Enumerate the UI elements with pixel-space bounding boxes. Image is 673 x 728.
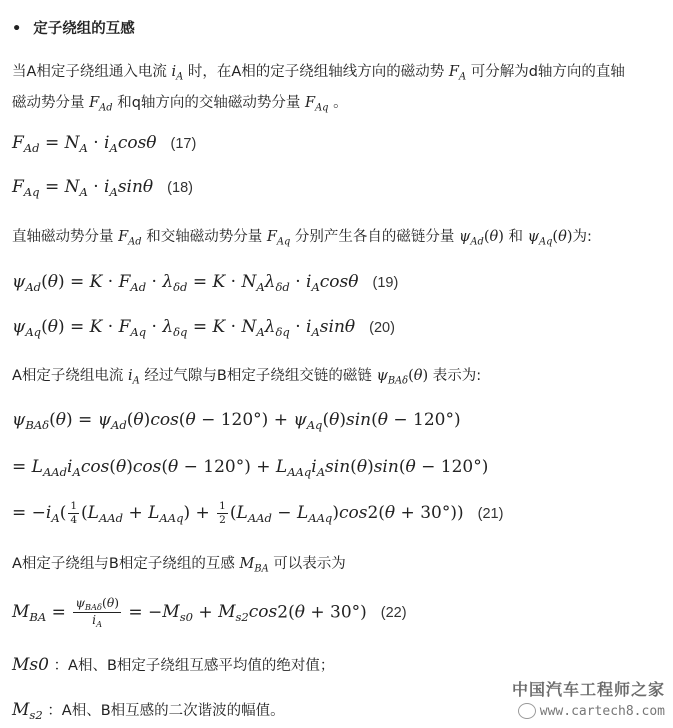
wechat-icon [518, 703, 536, 719]
paragraph-2: 直轴磁动势分量 $F_{Ad}$ 和交轴磁动势分量 $F_{Aq}$ 分别产生各自的磁链分量 $\psi_{Ad}(\theta)$ 和 $\psi_{Aq}(\theta)$为: [12, 229, 592, 248]
watermark-text: 中国汽车工程师之家 [511, 680, 665, 699]
equation-20: $\psi_{Aq}(\theta) = K \cdot F_{Aq} \cdot \lambda_{\delta q} = K \cdot N_A\lambda_{\delta q} \cdot i_A\sin\theta$ (20) [12, 317, 395, 340]
equation-number: (20) [369, 320, 395, 336]
definition-ms2: $M_{s2}$ ：A相、B相互感的二次谐波的幅值。 [12, 700, 285, 723]
paragraph-1: 当A相定子绕组通入电流 $i_A$ 时，在A相的定子绕组轴线方向的磁动势 $F_A$ 可分解为d轴方向的直轴 磁动势分量 $F_{Ad}$ 和q轴方向的交轴磁动势分量 $F_{Aq}$ 。 [12, 64, 625, 114]
equation-number: (17) [170, 136, 197, 152]
equation-19: $\psi_{Ad}(\theta) = K \cdot F_{Ad} \cdot \lambda_{\delta d} = K \cdot N_A\lambda_{\delta d} \cdot i_A\cos\theta$ (19) [12, 272, 399, 295]
equation-number: (21) [477, 506, 504, 523]
watermark [512, 677, 665, 719]
equation-21-line-3: = $-i_A$( $\frac{1}{4}$ $(L_{AAd} + L_{AAq})$ + $\frac{1}{2}$ $(L_{AAd} - L_{AAq})\cos 2(\theta + 30^\circ)$) (21) [12, 500, 504, 526]
heading-text: 定子绕组的互感 [33, 21, 135, 37]
bullet: • [12, 21, 22, 37]
equation-21-line-1: $\psi_{BA\delta}(\theta) = \psi_{Ad}(\theta)\cos(\theta - 120^\circ) + \psi_{Aq}(\theta)\sin(\theta - 120^\circ)$ [12, 410, 461, 433]
equation-18: $F_{Aq} = N_A \cdot i_A\sin\theta$ (18) [12, 177, 193, 200]
paragraph-3: A相定子绕组电流 $i_A$ 经过气隙与B相定子绕组交链的磁链 $\psi_{BA\delta}(\theta)$ 表示为: [12, 368, 482, 387]
equation-21-line-2: = $L_{AAd}i_A\cos(\theta)\cos(\theta - 120^\circ) + L_{AAq}i_A\sin(\theta)\sin(\theta - 120^\circ)$ [12, 457, 489, 480]
definition-ms0: Ms0 ：A相、B相定子绕组互感平均值的绝对值； [12, 655, 335, 675]
equation-number: (22) [380, 605, 407, 622]
equation-number: (18) [167, 180, 193, 196]
paragraph-4: A相定子绕组与B相定子绕组的互感 $M_{BA}$ 可以表示为 [12, 556, 346, 575]
section-heading [12, 17, 135, 38]
equation-number: (19) [372, 275, 399, 291]
equation-22: $M_{BA}$ = $\frac{\psi_{BA\delta}(\theta)}{i_A}$ = $-M_{s0} + M_{s2}\cos 2(\theta + 30^\circ)$ (22) [12, 596, 407, 629]
equation-17: $F_{Ad} = N_A \cdot i_A\cos\theta$ (17) [12, 133, 197, 156]
watermark-url: www.cartech8.com [539, 704, 665, 719]
